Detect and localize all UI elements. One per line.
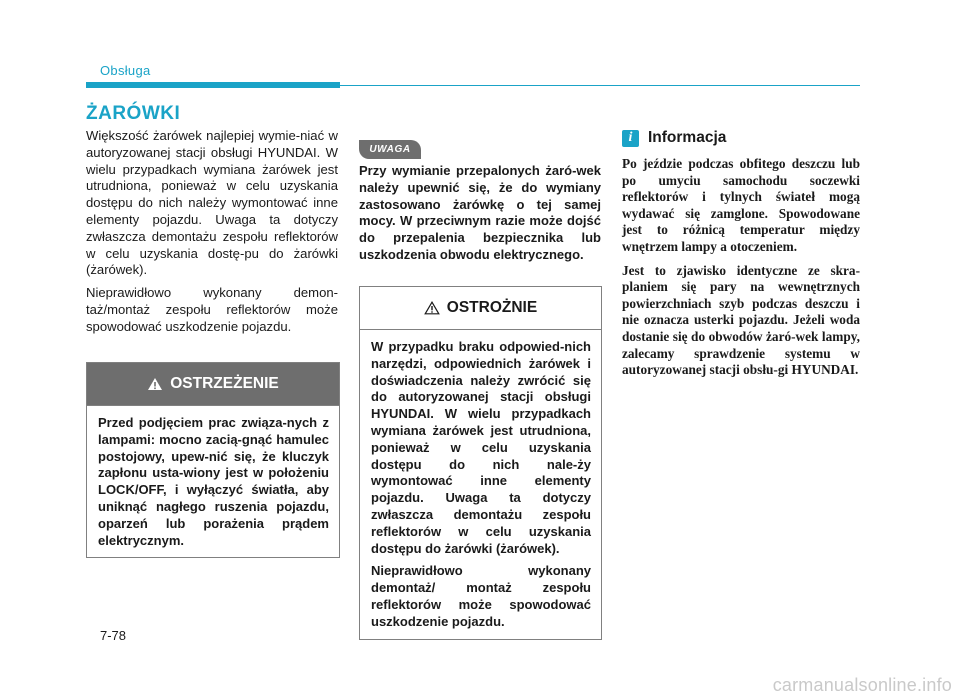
caution-box <box>359 286 602 640</box>
header-rule-thick <box>86 82 340 88</box>
section-title: ŻARÓWKI <box>86 103 181 124</box>
warning-triangle-icon <box>424 301 440 315</box>
warning-box <box>86 362 340 558</box>
notice-text-block <box>359 163 601 264</box>
watermark: carmanualsonline.info <box>772 675 952 695</box>
intro-paragraph-1: Większość żarówek najlepiej wymie-niać w autoryzowanej stacji obsługi HYUNDAI. W wielu przypadkach wymiana żarówek jest utrudniona, ponieważ w celu uzyskania dostępu do nich należy wymontować inne elementy pojazdu. Uwaga ta dotyczy zwłaszcza demontażu zespołu reflektorów w celu uzyskania dostę-pu do żarówki (żarówek). <box>86 128 338 278</box>
information-paragraph-2: Jest to zjawisko identyczne ze skra-planiem się pary na wewnętrznych powierzchniach szyb podczas deszczu i nie oznacza usterki pojazdu. Jeżeli woda dostanie się do obwodów żaró-wek lampy, zalecamy sprawdzenie systemu w autoryzowanej stacji obsłu-gi HYUNDAI. <box>622 262 860 378</box>
page-number: 7-78 <box>100 628 127 643</box>
intro-paragraph-2: Nieprawidłowo wykonany demon-taż/montaż zespołu reflektorów może spowodować uszkodzenie pojazdu. <box>86 285 338 334</box>
section-header-label: Obsługa <box>100 63 151 78</box>
warning-title: OSTRZEŻENIE <box>170 375 279 392</box>
intro-text <box>86 128 338 342</box>
warning-body <box>87 406 339 557</box>
information-title: Informacja <box>648 129 727 146</box>
info-icon: i <box>622 130 639 147</box>
information-header <box>622 129 726 147</box>
header-rule-thin <box>340 85 860 86</box>
warning-triangle-icon <box>147 377 163 391</box>
caution-title: OSTROŻNIE <box>446 299 538 316</box>
information-text <box>622 156 860 386</box>
caution-box-header <box>360 287 601 330</box>
notice-badge: UWAGA <box>359 140 421 159</box>
information-paragraph-1: Po jeździe podczas obfitego deszczu lub po umyciu samochodu soczewki reflektorów i tylnych świateł mogą wydawać się zamglone. Spowodowane jest to różnicą temperatur między wnętrzem lampy a otoczeniem. <box>622 156 860 254</box>
warning-text: Przed podjęciem prac związa-nych z lampami: mocno zacią-gnąć hamulec postojowy, upew-nić się, że kluczyk zapłonu usta-wiony jest w położeniu LOCK/OFF, i wyłączyć światła, aby uniknąć nagłego ruszenia pojazdu, oparzeń lub porażenia prądem elektrycznym. <box>98 415 329 548</box>
caution-paragraph-2: Nieprawidłowo wykonany demontaż/ montaż zespołu reflektorów może spowodować uszkodzenie pojazdu. <box>371 563 591 629</box>
caution-paragraph-1: W przypadku braku odpowied-nich narzędzi, odpowiednich żarówek i doświadczenia należy zwrócić się do autoryzowanej stacji obsługi HYUNDAI. W wielu przypadkach wymiana żarówek jest utrudniona, ponieważ w celu uzyskania dostępu do nich nale-ży wymontować inne elementy pojazdu. Uwaga ta dotyczy zwłaszcza demontażu zespołu reflektorów w celu uzyskania dostępu do żarówki (żarówek). <box>371 339 591 556</box>
warning-box-header <box>87 363 339 406</box>
caution-body <box>360 330 601 639</box>
notice-text: Przy wymianie przepalonych żaró-wek należy upewnić się, że do wymiany zastosowano żarówkę o tej samej mocy. W przeciwnym razie może dojść do przepalenia bezpiecznika lub uszkodzenia obwodu elektrycznego. <box>359 163 601 262</box>
